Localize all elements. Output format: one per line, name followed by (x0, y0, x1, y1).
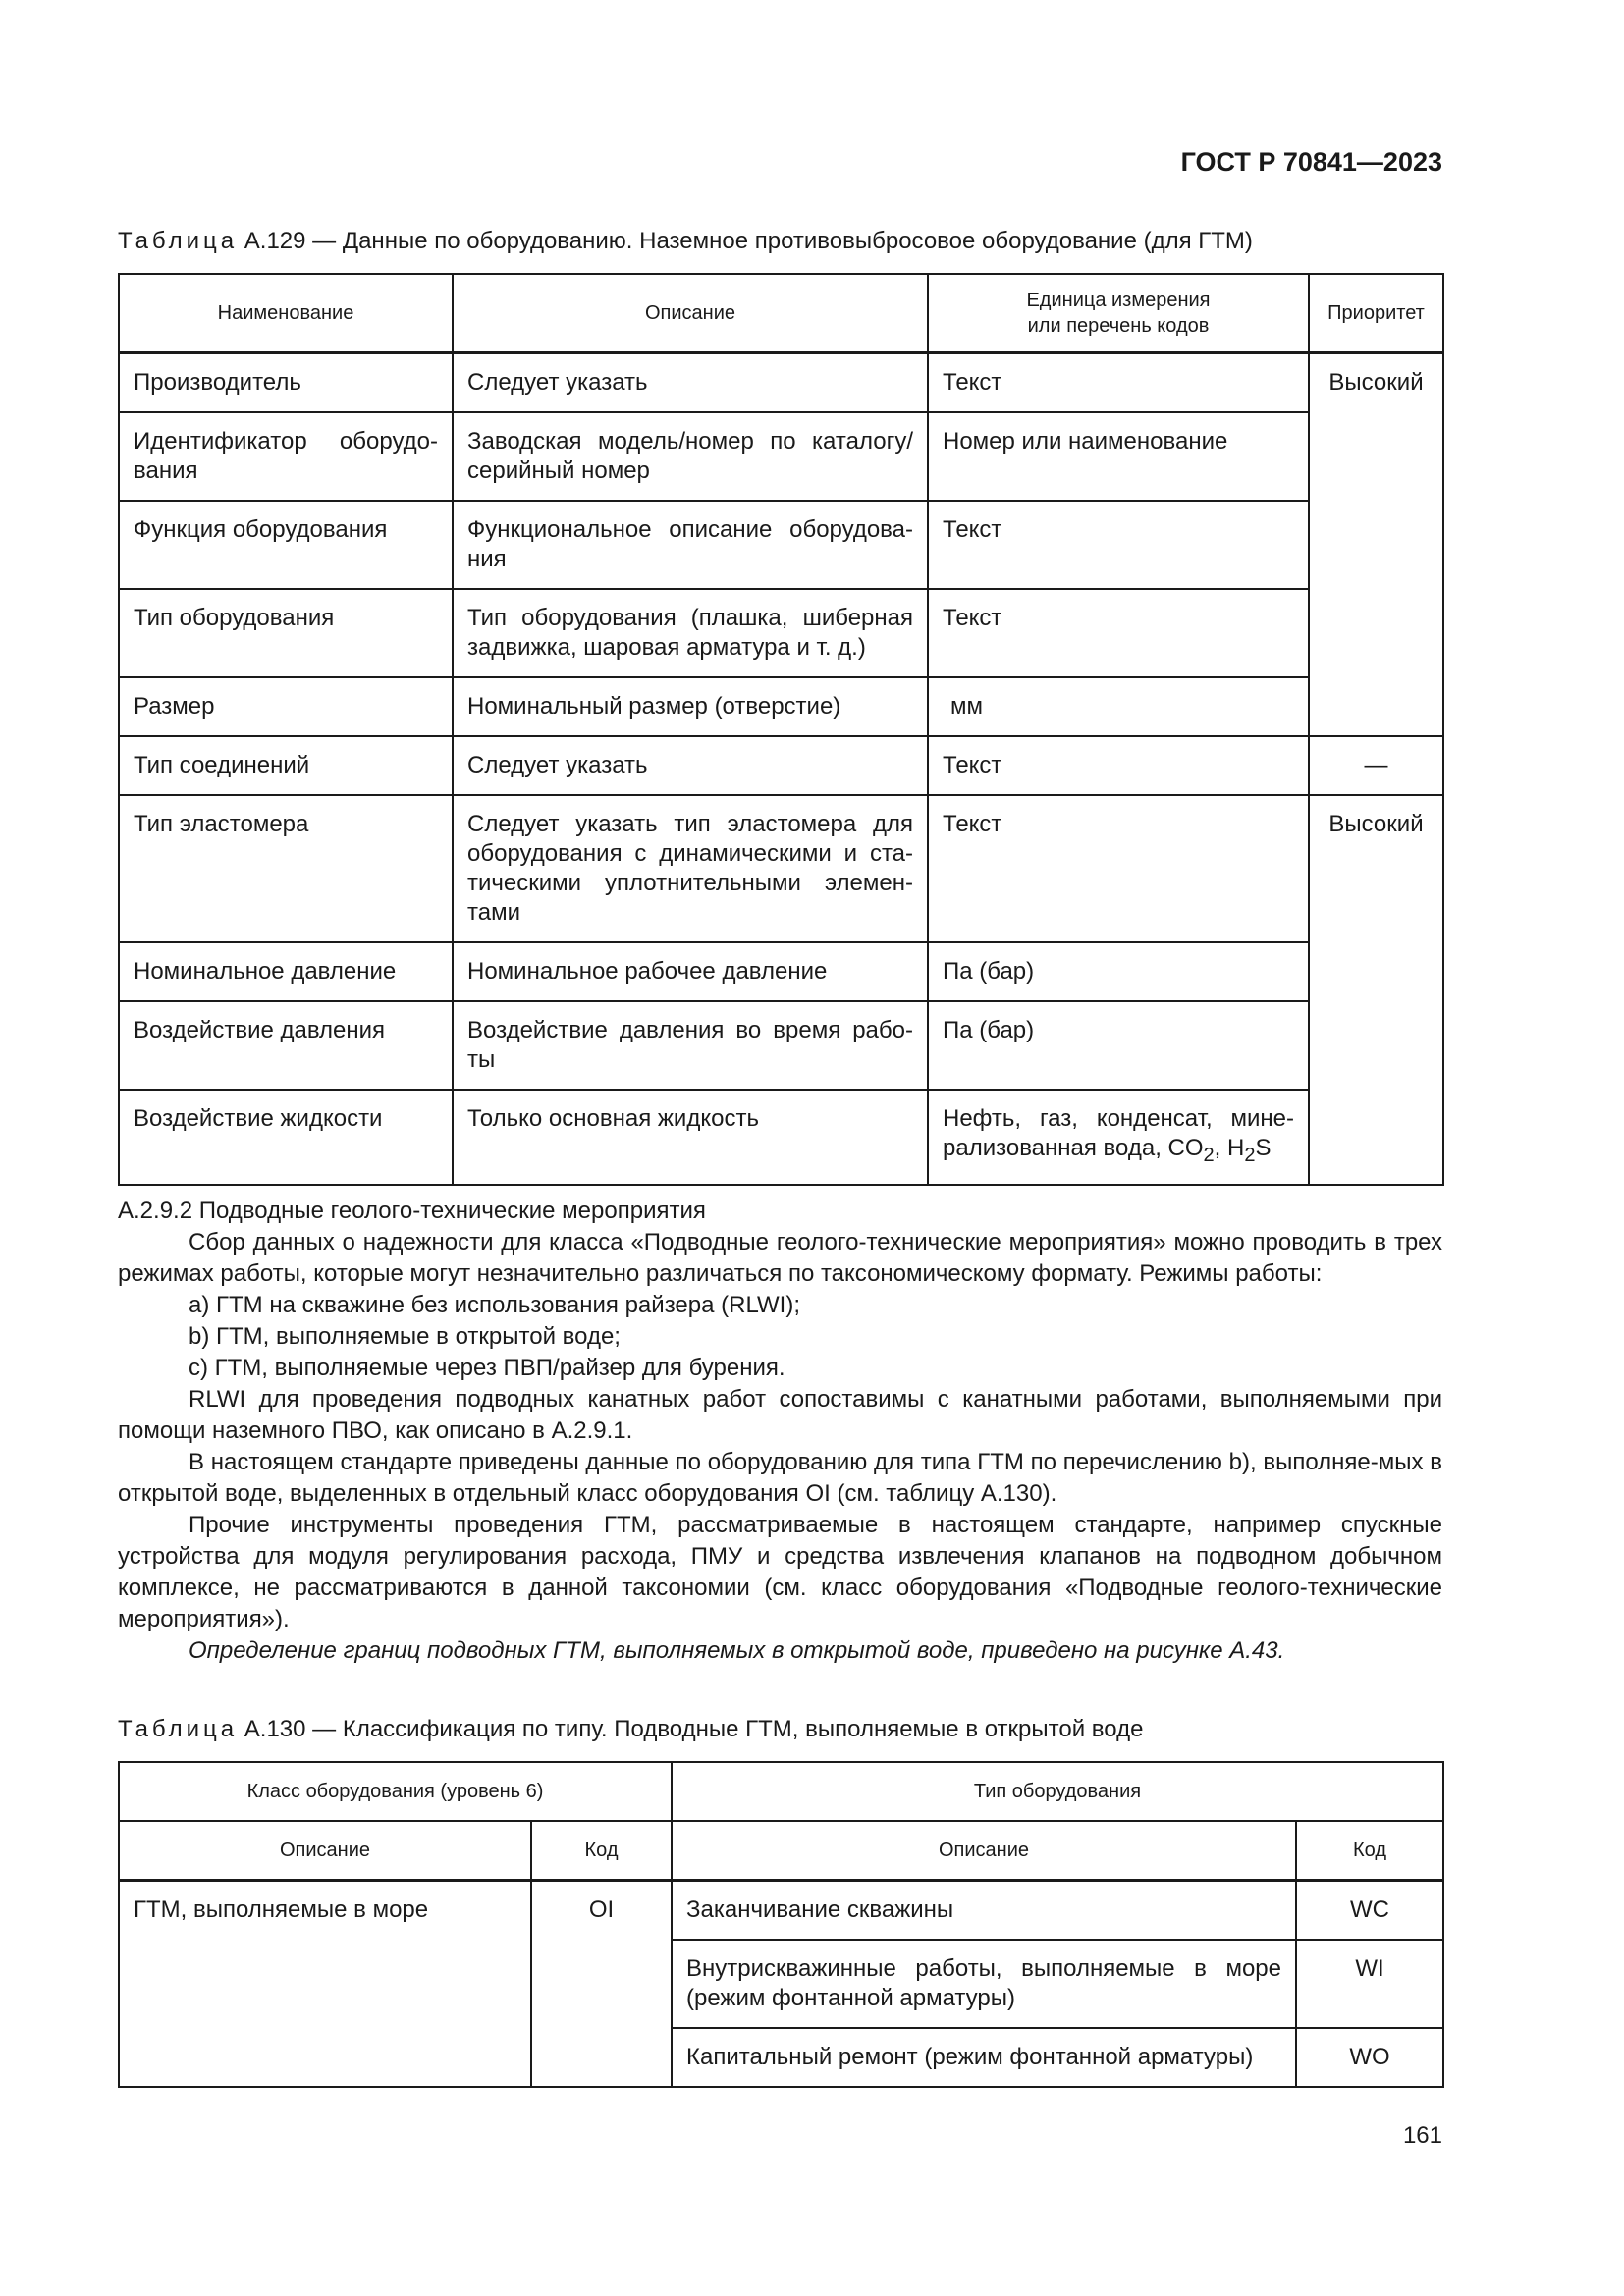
cell-name: Тип соединений (119, 736, 453, 795)
table-row (119, 1881, 1443, 1941)
cell-name: Функция оборудования (119, 501, 453, 589)
cell-description: Следует указать тип эластомера для оборудования с динамическими и ста-тическими уплотнительными элемен-тами (453, 795, 928, 942)
cell-type-description: Капитальный ремонт (режим фонтанной арматуры) (672, 2028, 1296, 2087)
cell-description: Только основная жидкость (453, 1090, 928, 1185)
paragraph: Сбор данных о надежности для класса «Подводные геолого-технические мероприятия» можно проводить в трех режимах работы, которые могут незначительно различаться по таксономическому формату. Режимы работы: (118, 1229, 1442, 1287)
table-a129 (118, 273, 1444, 1186)
header-cell: Описание (453, 274, 928, 353)
table-row (119, 501, 1443, 589)
list-item: c) ГТМ, выполняемые через ПВП/райзер для бурения. (189, 1355, 785, 1381)
cell-description: Воздействие давления во время рабо-ты (453, 1001, 928, 1090)
cell-description: Функциональное описание оборудова-ния (453, 501, 928, 589)
table-row (119, 589, 1443, 677)
list-item: a) ГТМ на скважине без использования райзера (RLWI); (189, 1292, 801, 1318)
paragraph: RLWI для проведения подводных канатных работ сопоставимы с канатными работами, выполняемыми при помощи наземного ПВО, как описано в А.2.9.1. (118, 1386, 1442, 1444)
cell-type-code: WO (1296, 2028, 1443, 2087)
table-row (119, 412, 1443, 501)
table-a130-caption (118, 1716, 1143, 1743)
cell-unit: Текст (928, 589, 1309, 677)
table-row (119, 942, 1443, 1001)
body-text (118, 1196, 1442, 1667)
cell-priority: — (1309, 736, 1443, 795)
cell-unit: Нефть, газ, конденсат, мине-рализованная вода, $CO_2$, $H_2S$ (928, 1090, 1309, 1185)
table-header-row (119, 1821, 1443, 1881)
header-cell: Наименование (119, 274, 453, 353)
paragraph: В настоящем стандарте приведены данные по оборудованию для типа ГТМ по перечислению b), выполняе-мых в открытой воде, выделенных в отдельный класс оборудования OI (см. таблицу А.130). (118, 1449, 1442, 1507)
cell-name: Производитель (119, 353, 453, 413)
document-header: ГОСТ Р 70841—2023 (1180, 147, 1442, 177)
header-cell: Описание (672, 1821, 1296, 1881)
header-cell: Приоритет (1309, 274, 1443, 353)
cell-unit: Текст (928, 795, 1309, 942)
caption-text: А.129 — Данные по оборудованию. Наземное противовыбросовое оборудование (для ГТМ) (238, 228, 1253, 254)
page-number: 161 (1402, 2122, 1442, 2149)
caption-prefix: Таблица (118, 1716, 239, 1742)
table-row (119, 353, 1443, 413)
table-a129-caption (118, 228, 1253, 255)
table-row (119, 1090, 1443, 1185)
cell-priority: Высокий (1309, 795, 1443, 1185)
cell-description: Следует указать (453, 353, 928, 413)
table-header-row (119, 274, 1443, 353)
cell-type-description: Заканчивание скважины (672, 1881, 1296, 1941)
header-cell: Класс оборудования (уровень 6) (119, 1762, 672, 1821)
cell-unit: Номер или наименование (928, 412, 1309, 501)
cell-name: Тип эластомера (119, 795, 453, 942)
list-item: b) ГТМ, выполняемые в открытой воде; (189, 1323, 621, 1350)
cell-name: Тип оборудования (119, 589, 453, 677)
cell-class-code: OI (531, 1881, 672, 2088)
cell-type-description: Внутрискважинные работы, выполняемые в море (режим фонтанной арматуры) (672, 1940, 1296, 2028)
cell-name: Воздействие давления (119, 1001, 453, 1090)
header-cell: Описание (119, 1821, 531, 1881)
cell-name: Воздействие жидкости (119, 1090, 453, 1185)
cell-unit: Па (бар) (928, 1001, 1309, 1090)
section-heading: А.2.9.2 Подводные геолого-технические мероприятия (118, 1198, 706, 1224)
header-cell: Тип оборудования (672, 1762, 1443, 1821)
cell-unit: Текст (928, 353, 1309, 413)
table-header-row (119, 1762, 1443, 1821)
caption-prefix: Таблица (118, 228, 239, 254)
cell-description: Номинальный размер (отверстие) (453, 677, 928, 736)
cell-description: Номинальное рабочее давление (453, 942, 928, 1001)
cell-unit: мм (928, 677, 1309, 736)
cell-name: Идентификатор оборудо-вания (119, 412, 453, 501)
cell-description: Тип оборудования (плашка, шиберная задвижка, шаровая арматура и т. д.) (453, 589, 928, 677)
cell-name: Номинальное давление (119, 942, 453, 1001)
cell-description: Следует указать (453, 736, 928, 795)
cell-type-code: WC (1296, 1881, 1443, 1941)
cell-description: Заводская модель/номер по каталогу/ серийный номер (453, 412, 928, 501)
cell-class-description: ГТМ, выполняемые в море (119, 1881, 531, 2088)
table-row (119, 677, 1443, 736)
paragraph-italic: Определение границ подводных ГТМ, выполняемых в открытой воде, приведено на рисунке А.43. (189, 1637, 1285, 1664)
paragraph: Прочие инструменты проведения ГТМ, рассматриваемые в настоящем стандарте, например спускные устройства для модуля регулирования расхода, ПМУ и средства извлечения клапанов на подводном добычном комплексе, не рассматриваются в данной таксономии (см. класс оборудования «Подводные геолого-технические мероприятия»). (118, 1512, 1442, 1632)
header-cell: Код (531, 1821, 672, 1881)
table-row (119, 795, 1443, 942)
header-cell: Единица измерения или перечень кодов (928, 274, 1309, 353)
cell-unit: Текст (928, 736, 1309, 795)
header-cell: Код (1296, 1821, 1443, 1881)
cell-unit: Текст (928, 501, 1309, 589)
table-row (119, 736, 1443, 795)
cell-type-code: WI (1296, 1940, 1443, 2028)
table-row (119, 1001, 1443, 1090)
table-a130 (118, 1761, 1444, 2088)
cell-priority: Высокий (1309, 353, 1443, 737)
cell-unit: Па (бар) (928, 942, 1309, 1001)
caption-text: А.130 — Классификация по типу. Подводные ГТМ, выполняемые в открытой воде (238, 1716, 1144, 1742)
cell-name: Размер (119, 677, 453, 736)
